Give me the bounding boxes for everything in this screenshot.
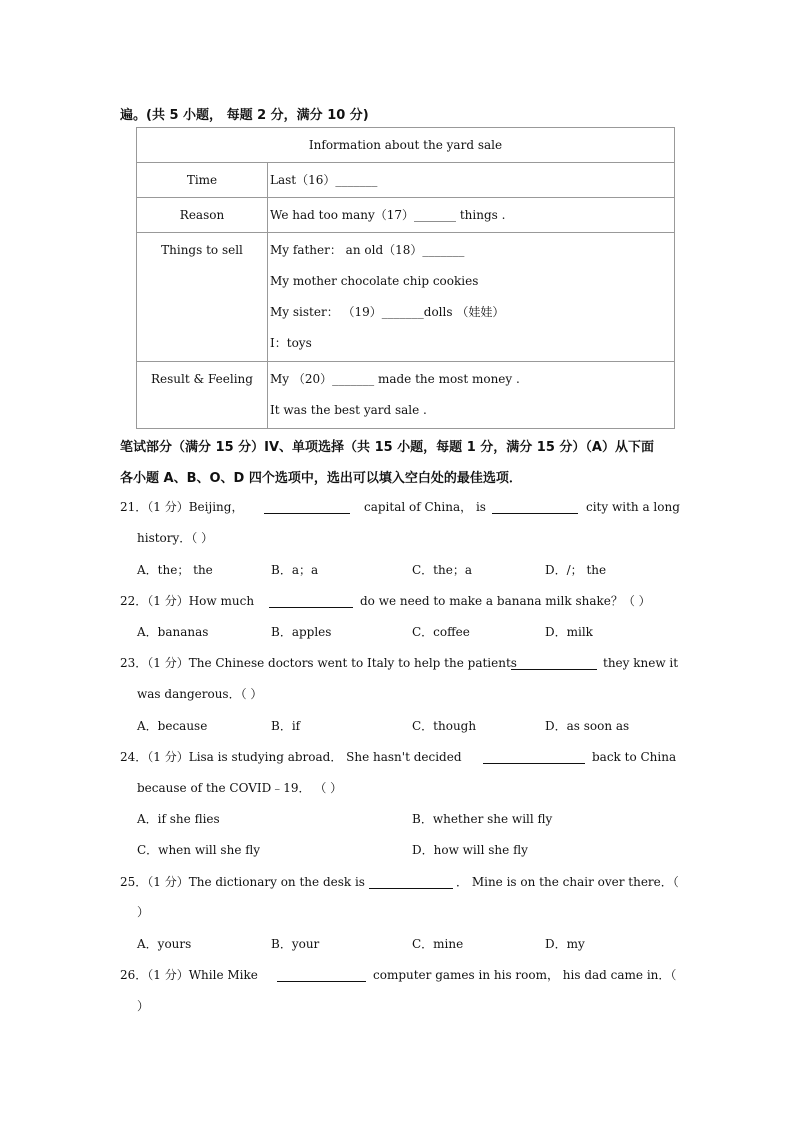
option-d[interactable]: D．/； the [545,563,607,577]
table-row [137,362,675,429]
table-title: Information about the yard sale [137,128,675,163]
section2-line1: 笔试部分（满分 15 分）IV、单项选择（共 15 小题，每题 1 分，满分 15 分）（A）从下面 [120,440,654,455]
question-22-text: do we need to make a banana milk shake？（ ） [360,594,651,608]
option-a[interactable]: A．yours [137,937,192,951]
option-a[interactable]: A．the； the [137,563,213,577]
question-24-text: because of the COVID﹣19． （ ） [137,781,343,795]
question-26-text: ） [137,999,150,1013]
question-25-text: 25．（1 分）The dictionary on the desk is [120,875,365,889]
option-d[interactable]: D．as soon as [545,719,630,733]
option-a[interactable]: A．bananas [137,625,209,639]
answer-blank[interactable] [511,657,597,670]
option-c[interactable]: C．when will she fly [137,843,261,857]
answer-blank[interactable] [277,969,366,982]
option-d[interactable]: D．milk [545,625,593,639]
row-label-reason: Reason [137,198,268,233]
table-row [137,163,675,198]
row-label-result: Result & Feeling [137,362,268,429]
row-value: My sister： （19）_______dolls （娃娃） [270,305,505,319]
option-c[interactable]: C．coffee [412,625,470,639]
row-label-time: Time [137,163,268,198]
table-title-row [137,128,675,163]
section2-line2: 各小题 A、B、O、D 四个选项中，选出可以填入空白处的最佳选项． [120,471,522,486]
row-value: My （20）_______ made the most money . [270,372,520,386]
table-row [137,233,675,362]
question-26-text: computer games in his room， his dad came in．（ [373,968,677,982]
question-21-text: city with a long [586,500,680,514]
row-label-things: Things to sell [137,233,268,362]
row-value: My father： an old（18）_______ [270,243,465,257]
option-b[interactable]: B．if [271,719,301,733]
question-25-text: ） [137,905,150,919]
answer-blank[interactable] [264,501,350,514]
option-d[interactable]: D．how will she fly [412,843,528,857]
option-c[interactable]: C．the；a [412,563,472,577]
answer-blank[interactable] [369,876,453,889]
question-26-text: 26．（1 分）While Mike [120,968,258,982]
table-row [137,198,675,233]
question-23-text: was dangerous．（ ） [137,687,263,701]
section-header: 遍。(共 5 小题， 每题 2 分，满分 10 分) [120,108,369,123]
yard-sale-table [136,127,675,429]
question-21-text: 21．（1 分）Beijing， [120,500,244,514]
row-value: Last（16）_______ [270,173,378,187]
question-22-text: 22．（1 分）How much [120,594,255,608]
question-24-text: 24．（1 分）Lisa is studying abroad． She hasn't decided [120,750,462,764]
option-a[interactable]: A．if she flies [137,812,220,826]
option-c[interactable]: C．though [412,719,477,733]
option-b[interactable]: B．whether she will fly [412,812,553,826]
question-23-text: 23．（1 分）The Chinese doctors went to Italy to help the patients [120,656,517,670]
question-24-text: back to China [592,750,677,764]
answer-blank[interactable] [483,751,585,764]
row-value: It was the best yard sale . [270,403,427,417]
row-value: I：toys [270,336,312,350]
row-value: My mother chocolate chip cookies [270,274,479,288]
question-23-text: they knew it [603,656,679,670]
answer-blank[interactable] [492,501,578,514]
option-b[interactable]: B．apples [271,625,332,639]
question-25-text: ． Mine is on the chair over there．（ [456,875,679,889]
option-b[interactable]: B．your [271,937,320,951]
option-a[interactable]: A．because [137,719,208,733]
option-b[interactable]: B．a；a [271,563,319,577]
question-21-text: history．（ ） [137,531,214,545]
answer-blank[interactable] [269,595,353,608]
option-d[interactable]: D．my [545,937,585,951]
option-c[interactable]: C．mine [412,937,464,951]
row-value: We had too many（17）_______ things . [270,208,506,222]
question-21-text: capital of China， is [364,500,486,514]
